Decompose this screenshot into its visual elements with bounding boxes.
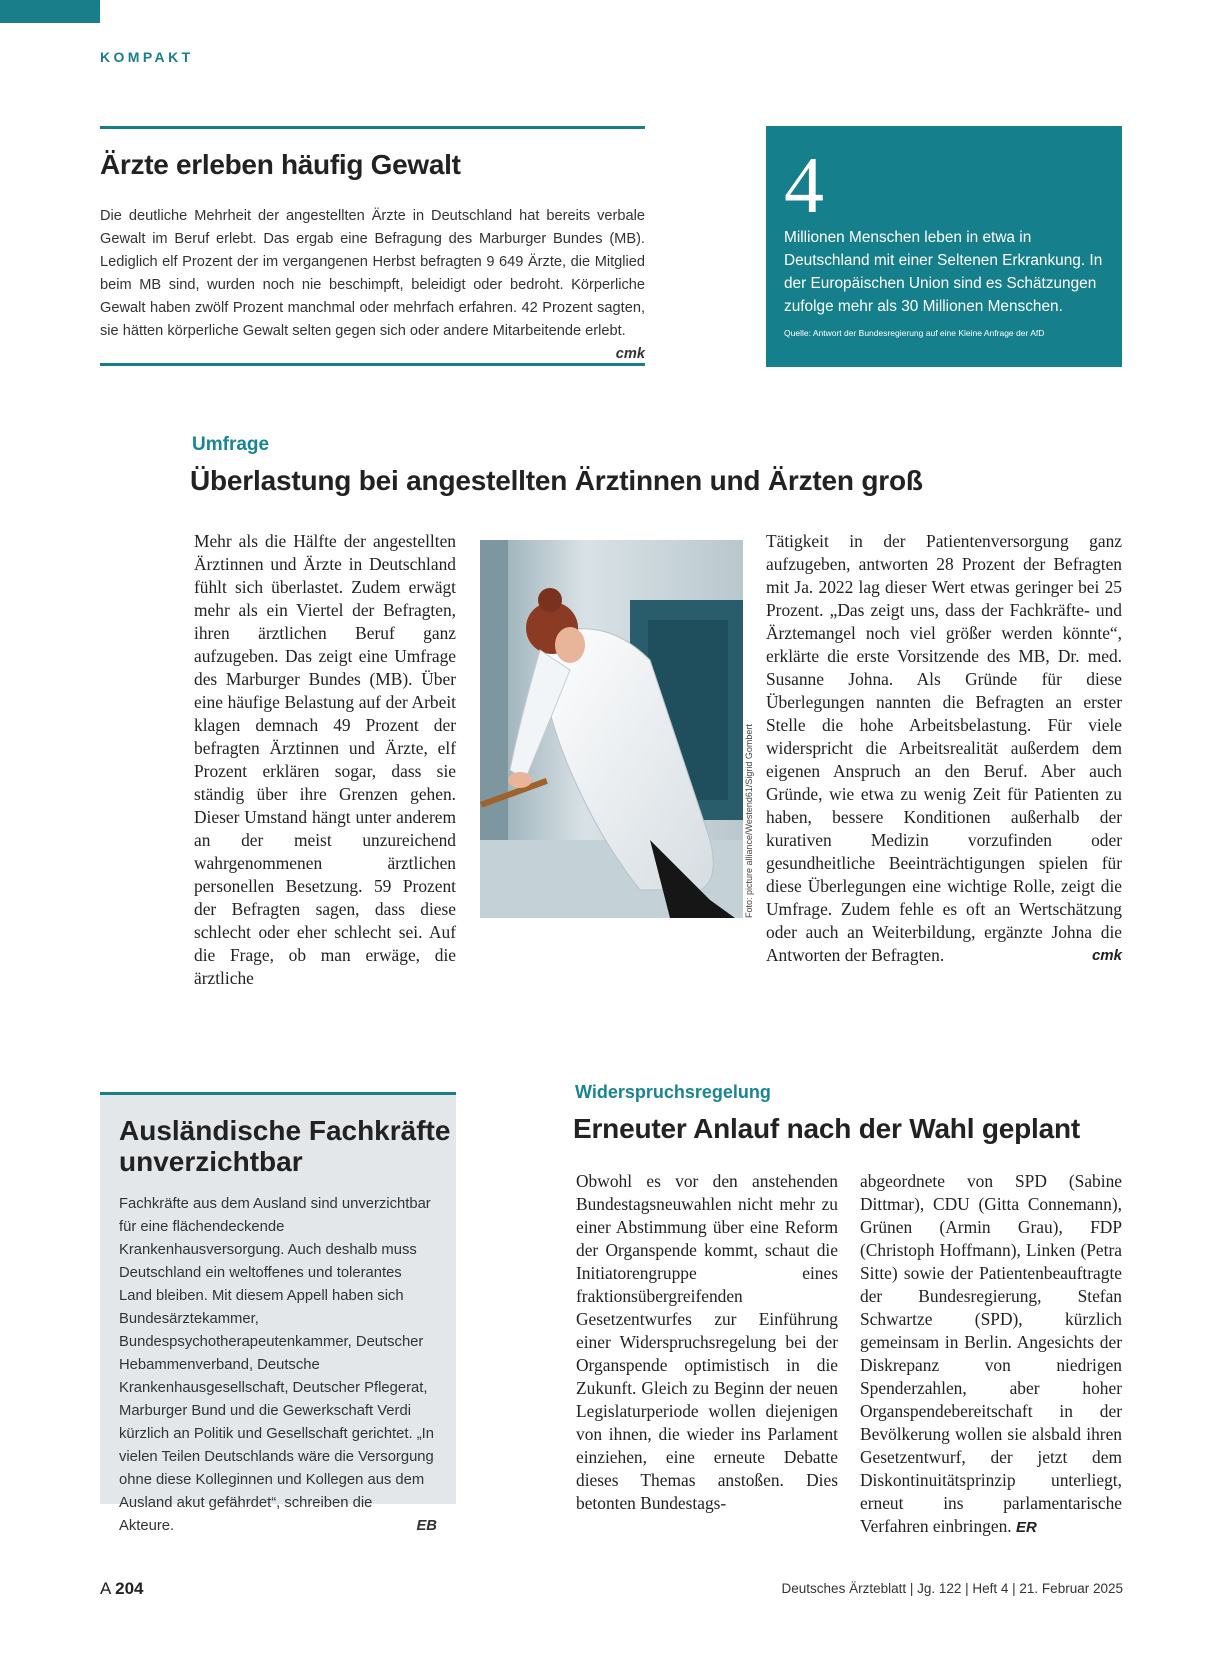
widerspruch-column-2 xyxy=(860,1170,1122,1539)
page-number-prefix: A xyxy=(100,1579,111,1598)
umfrage-author: cmk xyxy=(1091,947,1122,964)
widerspruch-column-1 xyxy=(576,1170,838,1515)
widerspruch-author: ER xyxy=(1015,1519,1037,1536)
stat-source: Quelle: Antwort der Bundesregierung auf eine Kleine Anfrage der AfD xyxy=(784,328,1045,338)
widerspruch-column-2-text: abgeordnete von SPD (Sabine Dittmar), CDU (Gitta Connemann), Grünen (Armin Grau), FDP (Christoph Hoffmann), Linken (Petra Sitte) sowie der Patientenbeauftragte der Bundesregierung, Stefan Schwartze (SPD), kürzlich gemeinsam in Berlin. Angesichts der Diskrepanz von niedrigen Spenderzahlen, aber hoher Organspendebereitschaft in der Bevölkerung wollen sie alsbald ihren Gesetzentwurf, der jetzt dem Diskontinuitätsprinzip unterliegt, erneut ins parlamentarische Verfahren einbringen. xyxy=(860,1171,1122,1536)
violence-box-title: Ärzte erleben häufig Gewalt xyxy=(100,149,461,180)
doctor-photo xyxy=(480,540,743,918)
violence-box-author: cmk xyxy=(615,346,645,362)
page-number xyxy=(100,1579,144,1599)
umfrage-column-1 xyxy=(194,530,456,990)
page-number-value: 204 xyxy=(115,1579,144,1598)
umfrage-kicker: Umfrage xyxy=(192,434,270,455)
photo-credit: Foto: picture alliance/Westend61/Sigrid Gombert xyxy=(744,724,754,918)
stat-text: Millionen Menschen leben in etwa in Deutschland mit einer Seltenen Erkrankung. In der Europäischen Union sind es Schätzungen zufolge mehr als 30 Millionen Menschen. xyxy=(784,229,1103,315)
violence-box-body xyxy=(100,205,645,366)
foreign-workers-title xyxy=(119,1115,450,1177)
violence-box-text: Die deutliche Mehrheit der angestellten Ärzte in Deutschland hat bereits verbale Gewalt im Beruf erlebt. Das ergab eine Befragung des Marburger Bundes (MB). Lediglich elf Prozent der im vergangenen Herbst befragten 9 649 Ärzte, die Mitglied beim MB sind, wurden noch nie beschimpft, beleidigt oder bedroht. Körperliche Gewalt haben zwölf Prozent manchmal oder mehrfach erfahren. 42 Prozent sagten, sie hätten körperliche Gewalt selten gegen sich oder andere Mitarbeitende erlebt. xyxy=(100,208,645,339)
umfrage-column-1-text: Mehr als die Hälfte der angestellten Ärztinnen und Ärzte in Deutschland fühlt sich überlastet. Zudem erwägt mehr als ein Viertel der Befragten, ihren ärztlichen Beruf ganz aufzugeben. Das zeigt eine Umfrage des Marburger Bundes (MB). Über eine häufige Belastung auf der Arbeit klagen demnach 49 Prozent der befragten Ärztinnen und Ärzte, elf Prozent erklären sogar, dass sie ständig über ihre Grenzen gehen. Dieser Umstand hängt unter anderem an der meist unzureichend wahrgenommenen ärztlichen personellen Besetzung. 59 Prozent der Befragten sagen, dass diese schlecht oder eher schlecht sei. Auf die Frage, ob man erwäge, die ärztliche xyxy=(194,531,456,988)
stat-box xyxy=(766,126,1122,367)
section-label: KOMPAKT xyxy=(100,49,194,65)
stat-number: 4 xyxy=(784,142,824,230)
corner-accent-bar xyxy=(0,0,100,23)
umfrage-column-2 xyxy=(766,530,1122,967)
violence-news-box xyxy=(100,126,645,366)
umfrage-headline: Überlastung bei angestellten Ärztinnen und Ärzten groß xyxy=(190,465,923,496)
foreign-workers-text: Fachkräfte aus dem Ausland sind unverzichtbar für eine flächendeckende Krankenhausversorgung. Auch deshalb muss Deutschland ein weltoffenes und tolerantes Land bleiben. Mit diesem Appell haben sich Bundesärztekammer, Bundespsychotherapeutenkammer, Deutscher Hebammenverband, Deutsche Krankenhausgesellschaft, Deutscher Pflegerat, Marburger Bund und die Gewerkschaft Verdi kürzlich an Politik und Gesellschaft gerichtet. „In vielen Teilen Deutschlands wäre die Versorgung ohne diese Kolleginnen und Kollegen aus dem Ausland akut gefährdet“, schreiben die Akteure. xyxy=(119,1196,434,1534)
foreign-workers-box xyxy=(100,1092,456,1534)
foreign-workers-title-line2: unverzichtbar xyxy=(119,1146,303,1177)
foreign-workers-title-line1: Ausländische Fachkräfte xyxy=(119,1115,451,1146)
umfrage-column-2-text: Tätigkeit in der Patientenversorgung ganz aufzugeben, antworten 28 Prozent der Befragten mit Ja. 2022 lag dieser Wert etwas geringer bei 25 Prozent. „Das zeigt uns, dass der Fachkräfte- und Ärztemangel noch viel größer werden könnte“, erklärte die erste Vorsitzende des MB, Dr. med. Susanne Johna. Als Gründe für diese Überlegungen nannten die Befragten an erster Stelle die hohe Arbeitsbelastung. Für viele widerspricht die Arbeitsrealität außerdem dem eigenen Anspruch an den Beruf. Aber auch Gründe, wie etwa zu wenig Zeit für Patienten zu haben, bessere Konditionen außerhalb der kurativen Medizin vorzufinden oder gesundheitliche Beeinträchtigungen spielen für diese Überlegungen eine wichtige Rolle, zeigt die Umfrage. Zudem fehle es oft an Wertschätzung oder auch an Weiterbildung, ergänzte Johna die Antworten der Befragten. xyxy=(766,531,1122,965)
widerspruch-headline: Erneuter Anlauf nach der Wahl geplant xyxy=(573,1113,1081,1144)
foreign-workers-body xyxy=(119,1193,437,1538)
journal-footer: Deutsches Ärzteblatt | Jg. 122 | Heft 4 | 21. Februar 2025 xyxy=(781,1581,1123,1596)
widerspruch-column-1-text: Obwohl es vor den anstehenden Bundestagsneuwahlen nicht mehr zu einer Abstimmung über eine Reform der Organspende kommt, schaut die Initiatorengruppe eines fraktionsübergreifenden Gesetzentwurfes zur Einführung einer Widerspruchsregelung bei der Organspende optimistisch in die Zukunft. Gleich zu Beginn der neuen Legislaturperiode wollen diejenigen von ihnen, die wieder ins Parlament einziehen, eine erneute Debatte dieses Themas anstoßen. Dies betonten Bundestags- xyxy=(576,1171,838,1513)
widerspruch-kicker: Widerspruchsregelung xyxy=(575,1082,771,1102)
foreign-workers-author: EB xyxy=(416,1518,437,1534)
